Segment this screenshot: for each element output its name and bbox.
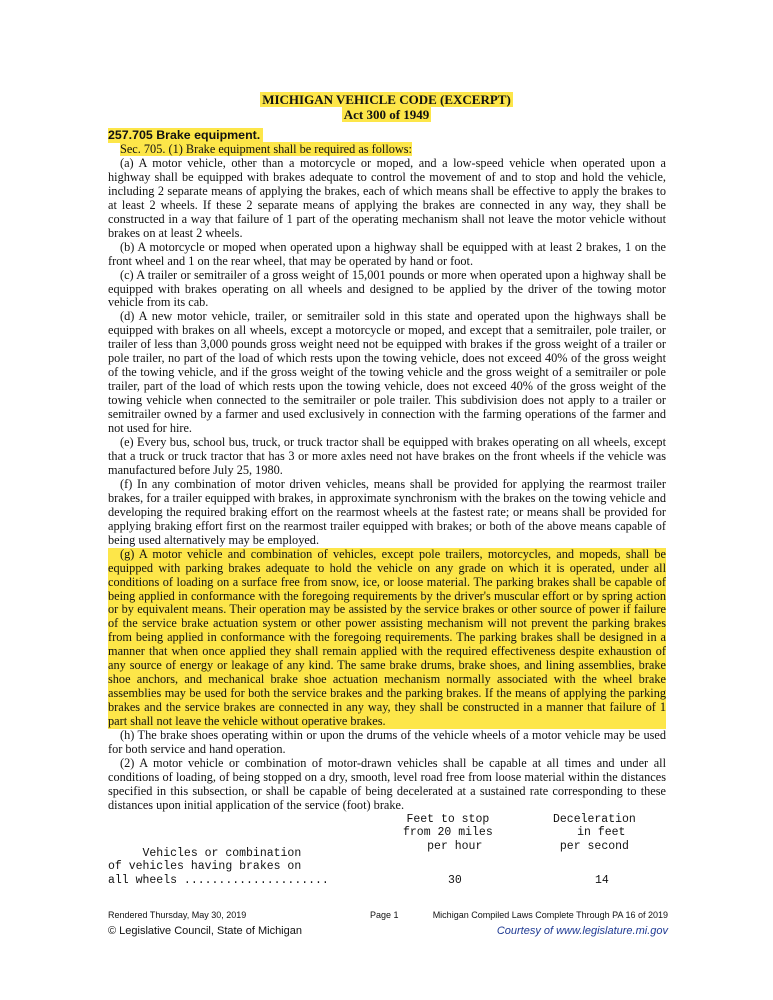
section-body <box>108 128 666 895</box>
footer-copyright: © Legislative Council, State of Michigan <box>108 925 302 937</box>
paragraph-c: (c) A trailer or semitrailer of a gross weight of 15,001 pounds or more when operated upon a highway shall be equipped with brakes operating on all wheels and designed to be applied by the driver of the towing motor vehicle from its cab. <box>108 267 666 310</box>
table-header-deceleration: Deceleration in feet per second <box>553 812 636 853</box>
paragraph-b: (b) A motorcycle or moped when operated upon a highway shall be equipped with at least 2 brakes, 1 on the front wheel and 1 on the rear wheel, that may be operated by hand or foot. <box>108 239 666 268</box>
paragraph-f: (f) In any combination of motor driven vehicles, means shall be provided for applying the rearmost trailer brakes, for a trailer equipped with brakes, in approximate synchronism with the brakes on the towing vehicle and developing the required braking effort on the rearmost wheels at the fastest rate; or means shall be provided for applying braking effort first on the rearmost trailer equipped with brakes; or both of the above means capable of being used alternatively may be employed. <box>108 476 666 547</box>
footer-line-1 <box>108 908 668 922</box>
paragraph-a: (a) A motor vehicle, other than a motorcycle or moped, and a low-speed vehicle when operated upon a highway shall be equipped with brakes adequate to control the movement of and to stop and hold the vehicle, including 2 separate means of applying the brakes, each of which means shall be effective to apply the brakes to at least 2 wheels. If these 2 separate means of applying the brakes are connected in any way, they shall be constructed in a way that failure of 1 part of the operating mechanism shall not leave the motor vehicle without brakes on at least 2 wheels. <box>108 155 666 240</box>
paragraph-e: (e) Every bus, school bus, truck, or truck tractor shall be equipped with brakes operating on all wheels, except that a truck or truck tractor that has 3 or more axles need not have brakes on the front wheels if the vehicle was manufactured before July 25, 1980. <box>108 435 666 477</box>
section-title: 257.705 Brake equipment. <box>108 128 263 143</box>
footer-compiled: Michigan Compiled Laws Complete Through PA 16 of 2019 <box>432 910 668 920</box>
section-intro-text: Sec. 705. (1) Brake equipment shall be required as follows: <box>120 142 412 156</box>
paragraph-d: (d) A new motor vehicle, trailer, or semitrailer sold in this state and operated upon the highways shall be equipped with brakes on all wheels, except a motorcycle or moped, and except that a semitrailer, pole trailer, or trailer of less than 3,000 pounds gross weight need not be equipped with brakes if the gross weight of a trailer or pole trailer, no part of the load of which rests upon the towing vehicle, does not exceed 40% of the gross weight of the towing vehicle, and if the gross weight of the towing vehicle and the gross weight of a semitrailer or pole trailer, part of the load of which rests upon the towing vehicle, does not exceed 40% of the gross weight of the towing vehicle when connected to the semitrailer or pole trailer. This subdivision does not apply to a trailer or semitrailer owned by a farmer and used exclusively in connection with the farming operations of the farmer and not used for hire. <box>108 309 666 436</box>
header-subtitle: Act 300 of 1949 <box>343 107 430 122</box>
paragraph-h: (h) The brake shoes operating within or upon the drums of the vehicle wheels of a motor vehicle may be used for both service and hand operation. <box>108 728 666 756</box>
footer-courtesy-link[interactable]: Courtesy of www.legislature.mi.gov <box>496 925 668 937</box>
document-header <box>0 92 773 122</box>
table-value-feet: 30 <box>448 873 462 887</box>
paragraph-2: (2) A motor vehicle or combination of motor-drawn vehicles shall be capable at all times and under all conditions of loading, of being stopped on a dry, smooth, level road free from loose material within the distances specified in this subsection, or shall be capable of being decelerated at a sustained rate corresponding to these distances upon initial application of the service (foot) brake. <box>108 755 666 812</box>
table-header-feet-to-stop: Feet to stop from 20 miles per hour <box>403 812 493 853</box>
table-value-deceleration: 14 <box>595 873 609 887</box>
table-row-label: Vehicles or combination of vehicles having brakes on all wheels ..................... <box>108 846 329 887</box>
section-intro <box>108 143 666 157</box>
stopping-table <box>108 813 666 895</box>
footer-line-2 <box>108 922 668 940</box>
footer-rendered: Rendered Thursday, May 30, 2019 <box>108 910 247 920</box>
header-title: MICHIGAN VEHICLE CODE (EXCERPT) <box>262 92 511 107</box>
paragraph-g: (g) A motor vehicle and combination of vehicles, except pole trailers, motorcycles, and mopeds, shall be equipped with parking brakes adequate to hold the vehicle on any grade on which it is operated, under all conditions of loading on a surface free from snow, ice, or loose material. The parking brakes shall be capable of being applied in conformance with the foregoing requirements by the driver's muscular effort or by spring action or by equivalent means. Their operation may be assisted by the service brakes or other source of power if failure of the service brake actuation system or other power assisting mechanism will not prevent the parking brakes from being applied in conformance with the foregoing requirements. The parking brakes shall be designed in a manner that when once applied they shall remain applied with the required effectiveness despite exhaustion of any source of energy or leakage of any kind. The same brake drums, brake shoes, and lining assemblies, brake shoe anchors, and mechanical brake shoe actuation mechanism normally associated with the wheel brake assemblies may be used for both the service brakes and the parking brakes. If the means of applying the parking brakes and the service brakes are connected in any way, they shall be constructed in a manner that failure of 1 part shall not leave the vehicle without operative brakes. <box>108 546 666 729</box>
footer-page: Page 1 <box>370 910 399 920</box>
